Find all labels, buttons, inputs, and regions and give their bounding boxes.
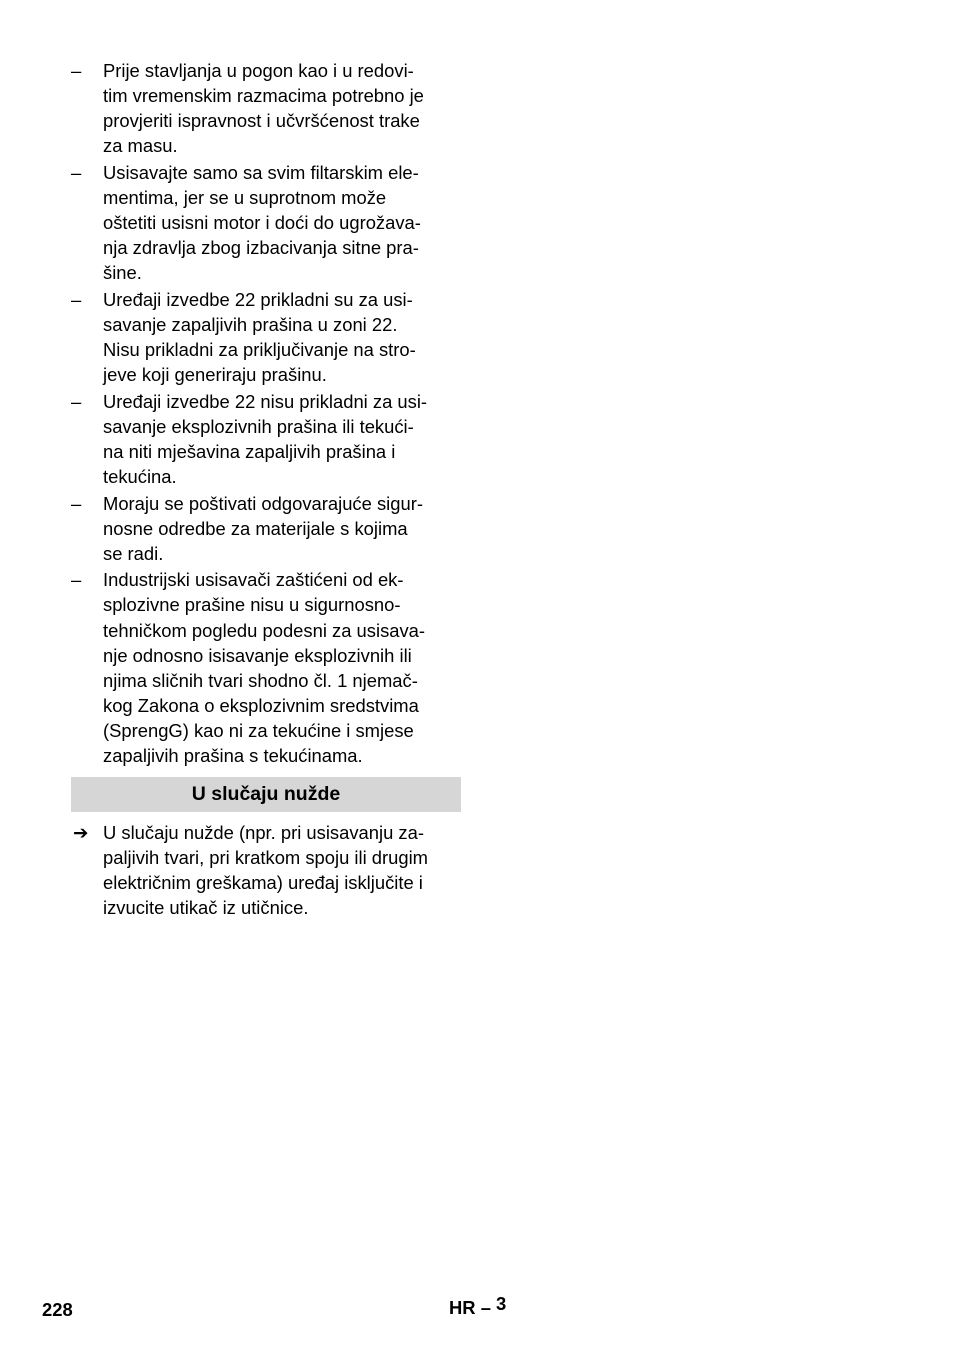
action-item (71, 820, 461, 920)
dash-marker: – (71, 60, 82, 81)
dash-marker: – (71, 390, 82, 412)
section-number: 3 (496, 1293, 507, 1314)
list-item (71, 287, 461, 387)
list-item-text: Prije stavljanja u pogon kao i u redovi- tim vremenskim razmacima potrebno je provjeriti ispravnost i učvršćenost trake za masu. (103, 60, 424, 157)
footer-separator: – (480, 1297, 491, 1318)
page-number: 228 (42, 1299, 73, 1320)
language-code: HR (449, 1297, 476, 1318)
list-item (71, 160, 461, 285)
dash-marker: – (71, 569, 82, 591)
list-item (71, 58, 461, 158)
arrow-right-icon: ➔ (73, 822, 89, 844)
list-item-text: Industrijski usisavači zaštićeni od ek- splozivne prašine nisu u sigurnosno- tehničkom pogledu podesni za usisava- nje odnosno isisavanje eksplozivnih ili njima sličnih tvari shodno čl. 1 njemač- kog Zakona o eksplozivnim sredstvima (SprengG) kao ni za tekućine i smjese zapaljivih prašina s tekućinama. (103, 569, 426, 767)
list-item (71, 567, 461, 768)
dash-marker: – (71, 161, 82, 183)
action-text: U slučaju nužde (npr. pri usisavanju za- paljivih tvari, pri kratkom spoju ili drugim električnim greškama) uređaj isključite i izvucite utikač iz utičnice. (103, 822, 429, 919)
section-heading-emergency: U slučaju nužde (71, 777, 461, 812)
list-item-text: Uređaji izvedbe 22 prikladni su za usi- savanje zapaljivih prašina u zoni 22. Nisu prikladni za priključivanje na stro- jeve koji generiraju prašinu. (103, 288, 416, 386)
safety-bullet-list (71, 58, 461, 768)
list-item (71, 389, 461, 489)
list-item-text: Uređaji izvedbe 22 nisu prikladni za usi- savanje eksplozivnih prašina ili tekući- na niti mješavina zapaljivih prašina i tekućina. (103, 390, 428, 487)
main-column (71, 58, 461, 922)
list-item-text: Moraju se poštivati odgovarajuće sigur- nosne odredbe za materijale s kojima se radi. (103, 492, 423, 564)
list-item-text: Usisavajte samo sa svim filtarskim ele- mentima, jer se u suprotnom može oštetiti usisni motor i doći do ugrožava- nja zdravlja zbog izbacivanja sitne pra- šine. (103, 161, 421, 284)
footer-section-label (449, 1293, 507, 1320)
dash-marker: – (71, 288, 82, 310)
list-item (71, 491, 461, 566)
dash-marker: – (71, 492, 82, 514)
